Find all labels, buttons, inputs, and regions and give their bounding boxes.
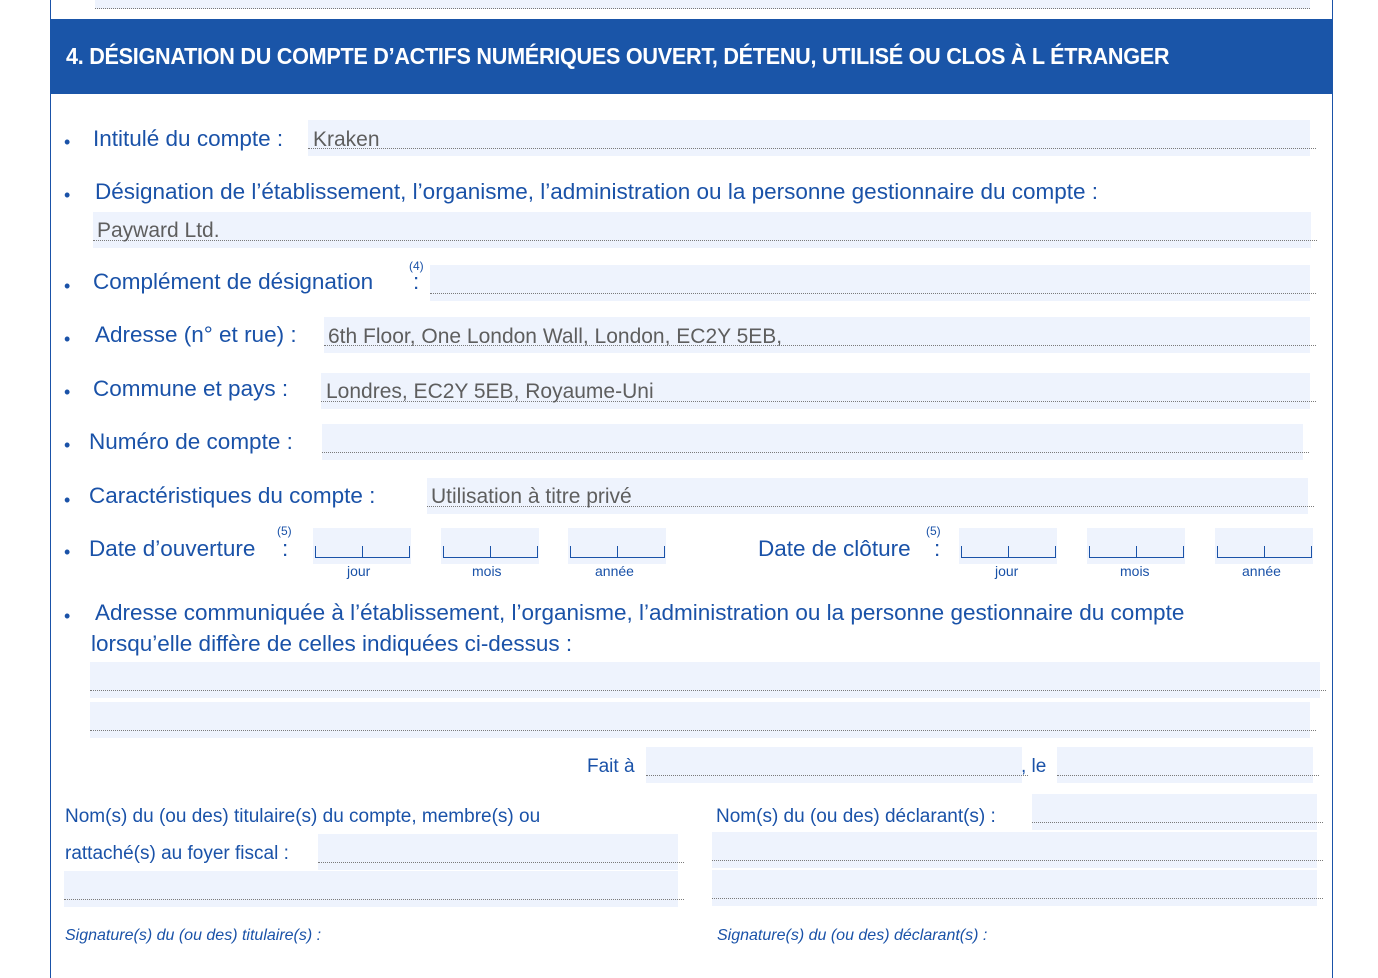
date-tick	[1264, 546, 1265, 558]
bullet: •	[64, 382, 71, 402]
cloture-jour-field[interactable]	[959, 528, 1057, 564]
adresse-communiquee-field-1[interactable]	[90, 662, 1320, 698]
bullet: •	[64, 276, 71, 296]
cloture-jour-unit: jour	[995, 563, 1019, 579]
date-tick	[1055, 546, 1056, 558]
date-ouverture-colon: :	[282, 536, 289, 561]
date-signature-field[interactable]	[1057, 747, 1313, 783]
bullet: •	[64, 542, 71, 562]
titulaires-field-2[interactable]	[64, 871, 678, 907]
date-ouverture-label: Date d’ouverture	[89, 536, 256, 561]
date-tick	[617, 546, 618, 558]
date-ouverture-note: (5)	[277, 524, 292, 538]
date-tick	[1183, 546, 1184, 558]
declarants-field-2[interactable]	[712, 832, 1317, 868]
ouverture-mois-unit: mois	[472, 563, 502, 579]
date-cloture-colon: :	[934, 536, 941, 561]
ouverture-jour-field[interactable]	[313, 528, 411, 564]
intitule-label: Intitulé du compte :	[93, 126, 284, 151]
declarants-label: Nom(s) du (ou des) déclarant(s) :	[716, 806, 996, 827]
ouverture-annee-field[interactable]	[568, 528, 666, 564]
date-tick	[443, 546, 444, 558]
date-cloture-label: Date de clôture	[758, 536, 911, 561]
bullet: •	[64, 606, 71, 626]
date-cloture-note: (5)	[926, 524, 941, 538]
adresse-communiquee-line2: lorsqu’elle diffère de celles indiquées ci-dessus :	[91, 631, 573, 656]
commune-label: Commune et pays :	[93, 376, 289, 401]
complement-field[interactable]	[430, 265, 1310, 301]
fait-a-field[interactable]	[646, 747, 1022, 783]
declarants-field-3[interactable]	[712, 870, 1317, 906]
le-label: , le	[1021, 756, 1047, 777]
date-tick	[1217, 546, 1218, 558]
signature-declarants-label: Signature(s) du (ou des) déclarant(s) :	[717, 927, 988, 944]
titulaires-label-line1: Nom(s) du (ou des) titulaire(s) du compte, membre(s) ou	[65, 806, 541, 827]
complement-note: (4)	[409, 259, 424, 273]
date-tick	[315, 546, 316, 558]
adresse-value: 6th Floor, One London Wall, London, EC2Y 5EB,	[328, 325, 783, 348]
date-tick	[570, 546, 571, 558]
date-tick	[1136, 546, 1137, 558]
bullet: •	[64, 435, 71, 455]
section-title: 4. DÉSIGNATION DU COMPTE D’ACTIFS NUMÉRIQUES OUVERT, DÉTENU, UTILISÉ OU CLOS À L ÉTRANGER	[66, 43, 1170, 69]
date-tick	[1089, 546, 1090, 558]
designation-value: Payward Ltd.	[97, 219, 220, 242]
ouverture-jour-unit: jour	[347, 563, 371, 579]
frame-left-border	[50, 0, 51, 978]
previous-section-field[interactable]	[95, 0, 1310, 9]
fait-a-label: Fait à	[587, 756, 635, 777]
complement-label: Complément de désignation	[93, 269, 374, 294]
caracteristiques-label: Caractéristiques du compte :	[89, 483, 376, 508]
date-tick	[537, 546, 538, 558]
ouverture-mois-field[interactable]	[441, 528, 539, 564]
date-tick	[961, 546, 962, 558]
cloture-mois-unit: mois	[1120, 563, 1150, 579]
titulaires-field-1[interactable]	[318, 834, 678, 870]
cloture-annee-unit: année	[1242, 563, 1281, 579]
bullet: •	[64, 132, 71, 152]
adresse-communiquee-line1: Adresse communiquée à l’établissement, l’organisme, l’administration ou la personne gestionnaire du compte	[95, 600, 1185, 625]
ouverture-annee-unit: année	[595, 563, 634, 579]
date-tick	[1008, 546, 1009, 558]
commune-value: Londres, EC2Y 5EB, Royaume-Uni	[326, 380, 654, 403]
date-tick	[490, 546, 491, 558]
adresse-communiquee-field-2[interactable]	[90, 702, 1310, 738]
caracteristiques-value: Utilisation à titre privé	[431, 485, 632, 508]
cloture-annee-field[interactable]	[1215, 528, 1313, 564]
bullet: •	[64, 185, 71, 205]
designation-field[interactable]	[93, 212, 1311, 248]
section-header	[50, 19, 1333, 94]
titulaires-label-line2: rattaché(s) au foyer fiscal :	[65, 843, 289, 864]
declarants-field-1[interactable]	[1032, 794, 1317, 830]
cloture-mois-field[interactable]	[1087, 528, 1185, 564]
bullet: •	[64, 329, 71, 349]
date-tick	[362, 546, 363, 558]
numero-field[interactable]	[322, 424, 1303, 460]
intitule-value: Kraken	[313, 128, 380, 151]
signature-titulaires-label: Signature(s) du (ou des) titulaire(s) :	[65, 927, 322, 944]
intitule-field[interactable]	[308, 120, 1310, 156]
numero-label: Numéro de compte :	[89, 429, 293, 454]
bullet: •	[64, 490, 71, 510]
date-tick	[1311, 546, 1312, 558]
date-tick	[664, 546, 665, 558]
designation-label: Désignation de l’établissement, l’organisme, l’administration ou la personne gestionnaire du compte :	[95, 179, 1099, 204]
adresse-label: Adresse (n° et rue) :	[95, 322, 297, 347]
date-tick	[409, 546, 410, 558]
frame-right-border	[1332, 0, 1333, 978]
complement-colon: :	[413, 269, 420, 294]
